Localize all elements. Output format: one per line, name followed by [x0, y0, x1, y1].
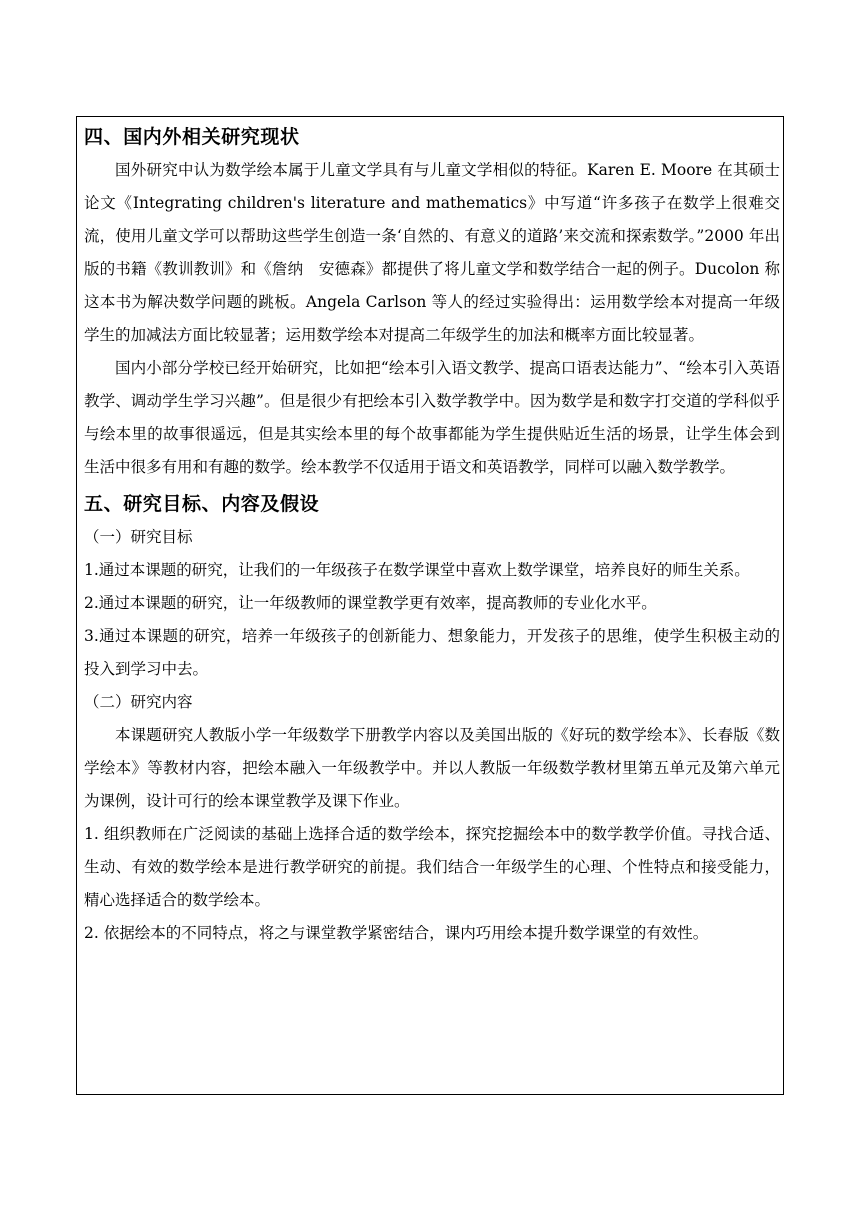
goal-item-1: 1.通过本课题的研究，让我们的一年级孩子在数学课堂中喜欢上数学课堂，培养良好的师生关系。 — [84, 561, 750, 579]
section-5-heading: 五、研究目标、内容及假设 — [84, 493, 320, 515]
goal-item-2: 2.通过本课题的研究，让一年级教师的课堂教学更有效率，提高教师的专业化水平。 — [84, 594, 657, 612]
content-item-2: 2. 依据绘本的不同特点，将之与课堂教学紧密结合，课内巧用绘本提升数学课堂的有效性。 — [84, 924, 709, 942]
goal-item-3: 3.通过本课题的研究，培养一年级孩子的创新能力、想象能力，开发孩子的思维，使学生积极主动的投入到学习中去。 — [84, 627, 780, 678]
section-4-paragraph-1: 国外研究中认为数学绘本属于儿童文学具有与儿童文学相似的特征。Karen E. Moore 在其硕士论文《Integrating children's literature and mathematics》中写道“许多孩子在数学上很难交流，使用儿童文学可以帮助这些学生创造一条‘自然的、有意义的道路’来交流和探索数学。”2000 年出版的书籍《教训教训》和《詹纳 安德森》都提供了将儿童文学和数学结合一起的例子。Ducolon 称这本书为解决数学问题的跳板。Angela Carlson 等人的经过实验得出：运用数学绘本对提高一年级学生的加减法方面比较显著；运用数学绘本对提高二年级学生的加法和概率方面比较显著。 — [84, 161, 780, 344]
content-subheading: （二）研究内容 — [84, 693, 193, 711]
goals-subheading: （一）研究目标 — [84, 528, 193, 546]
content-item-1: 1. 组织教师在广泛阅读的基础上选择合适的数学绘本，探究挖掘绘本中的数学教学价值。寻找合适、生动、有效的数学绘本是进行教学研究的前提。我们结合一年级学生的心理、个性特点和接受能力，精心选择适合的数学绘本。 — [84, 825, 780, 909]
document-body — [84, 121, 780, 950]
section-4-paragraph-2: 国内小部分学校已经开始研究，比如把“绘本引入语文教学、提高口语表达能力”、“绘本引入英语教学、调动学生学习兴趣”。但是很少有把绘本引入数学教学中。因为数学是和数字打交道的学科似乎与绘本里的故事很遥远，但是其实绘本里的每个故事都能为学生提供贴近生活的场景，让学生体会到生活中很多有用和有趣的数学。绘本教学不仅适用于语文和英语教学，同样可以融入数学教学。 — [84, 359, 780, 476]
content-intro: 本课题研究人教版小学一年级数学下册教学内容以及美国出版的《好玩的数学绘本》、长春版《数学绘本》等教材内容，把绘本融入一年级教学中。并以人教版一年级数学教材里第五单元及第六单元为课例，设计可行的绘本课堂教学及课下作业。 — [84, 726, 780, 810]
section-4-heading: 四、国内外相关研究现状 — [84, 126, 300, 148]
